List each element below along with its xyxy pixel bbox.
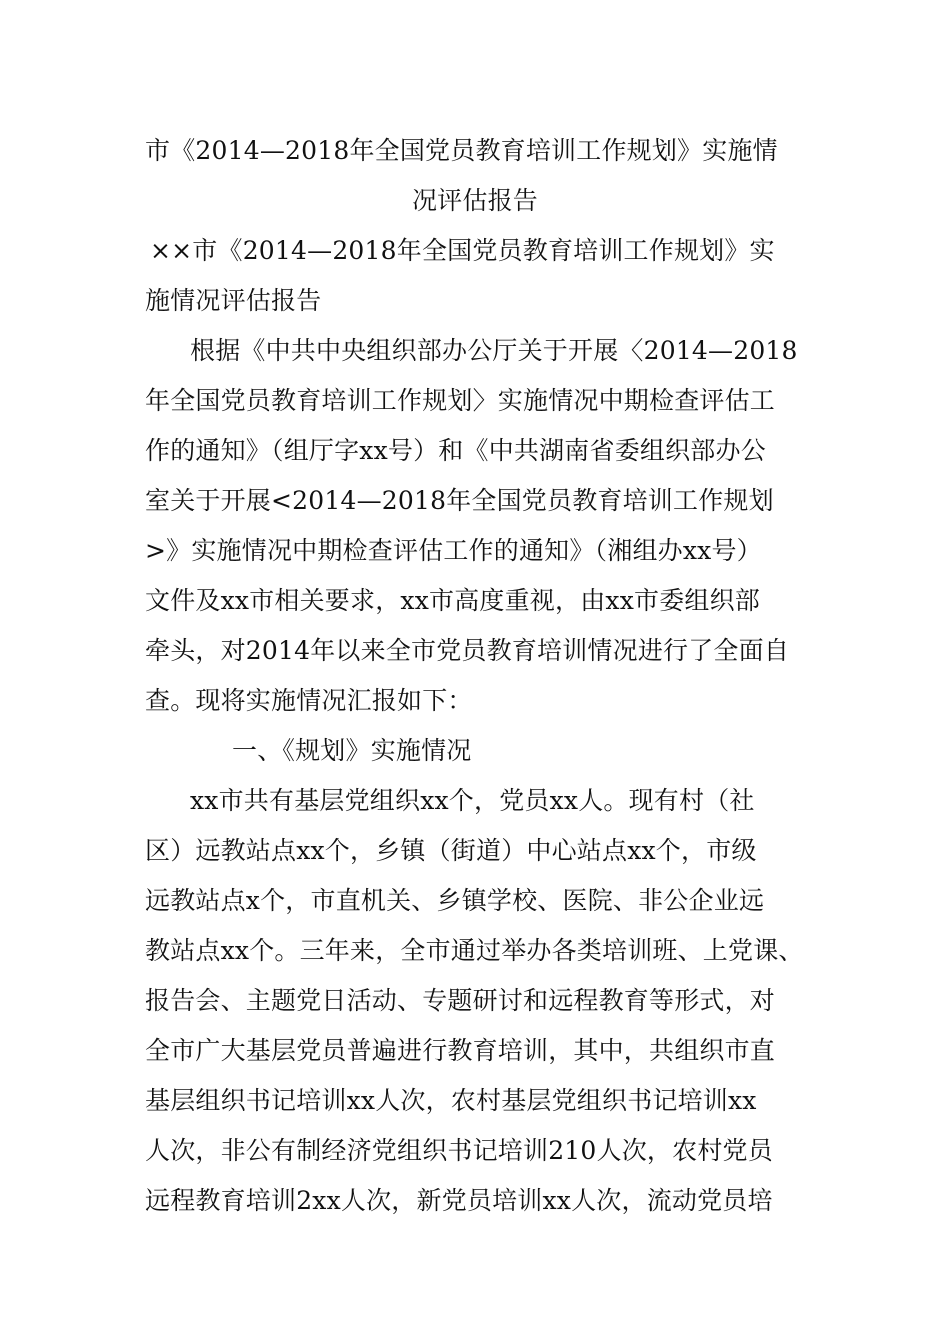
paragraph-2-line-1: xx市共有基层党组织xx个，党员xx人。现有村（社 — [190, 786, 755, 815]
paragraph-1-line-6: 文件及xx市相关要求，xx市高度重视，由xx市委组织部 — [145, 586, 760, 615]
paragraph-2-line-8: 人次，非公有制经济党组织书记培训210人次，农村党员 — [145, 1136, 773, 1165]
section-1-heading: 一、《规划》实施情况 — [232, 736, 472, 765]
paragraph-1-line-2: 年全国党员教育培训工作规划〉实施情况中期检查评估工 — [145, 386, 776, 415]
paragraph-1-line-1: 根据《中共中央组织部办公厅关于开展〈2014—2018 — [190, 336, 798, 365]
paragraph-2-line-5: 报告会、主题党日活动、专题研讨和远程教育等形式，对 — [145, 986, 776, 1015]
paragraph-2-line-3: 远教站点x个，市直机关、乡镇学校、医院、非公企业远 — [145, 886, 765, 915]
paragraph-1-line-8: 查。现将实施情况汇报如下： — [145, 686, 473, 715]
subtitle-line-2: 施情况评估报告 — [145, 286, 322, 315]
title-line-1: 市《2014—2018年全国党员教育培训工作规划》实施情 — [145, 136, 778, 165]
paragraph-1-line-3: 作的通知》（组厅字xx号）和《中共湖南省委组织部办公 — [145, 436, 766, 465]
title-line-2: 况评估报告 — [411, 186, 538, 215]
paragraph-1-line-4: 室关于开展<2014—2018年全国党员教育培训工作规划 — [145, 486, 774, 515]
paragraph-2-line-9: 远程教育培训2xx人次，新党员培训xx人次，流动党员培 — [145, 1186, 773, 1215]
paragraph-1-line-7: 牵头，对2014年以来全市党员教育培训情况进行了全面自 — [145, 636, 790, 665]
paragraph-2-line-6: 全市广大基层党员普遍进行教育培训，其中，共组织市直 — [145, 1036, 776, 1065]
subtitle-line-1: ××市《2014—2018年全国党员教育培训工作规划》实 — [150, 236, 775, 265]
paragraph-1-line-5: >》实施情况中期检查评估工作的通知》（湘组办xx号） — [145, 536, 762, 565]
paragraph-2-line-7: 基层组织书记培训xx人次，农村基层党组织书记培训xx — [145, 1086, 757, 1115]
paragraph-2-line-4: 教站点xx个。三年来，全市通过举办各类培训班、上党课、 — [145, 936, 804, 965]
paragraph-2-line-2: 区）远教站点xx个，乡镇（街道）中心站点xx个，市级 — [145, 836, 757, 865]
